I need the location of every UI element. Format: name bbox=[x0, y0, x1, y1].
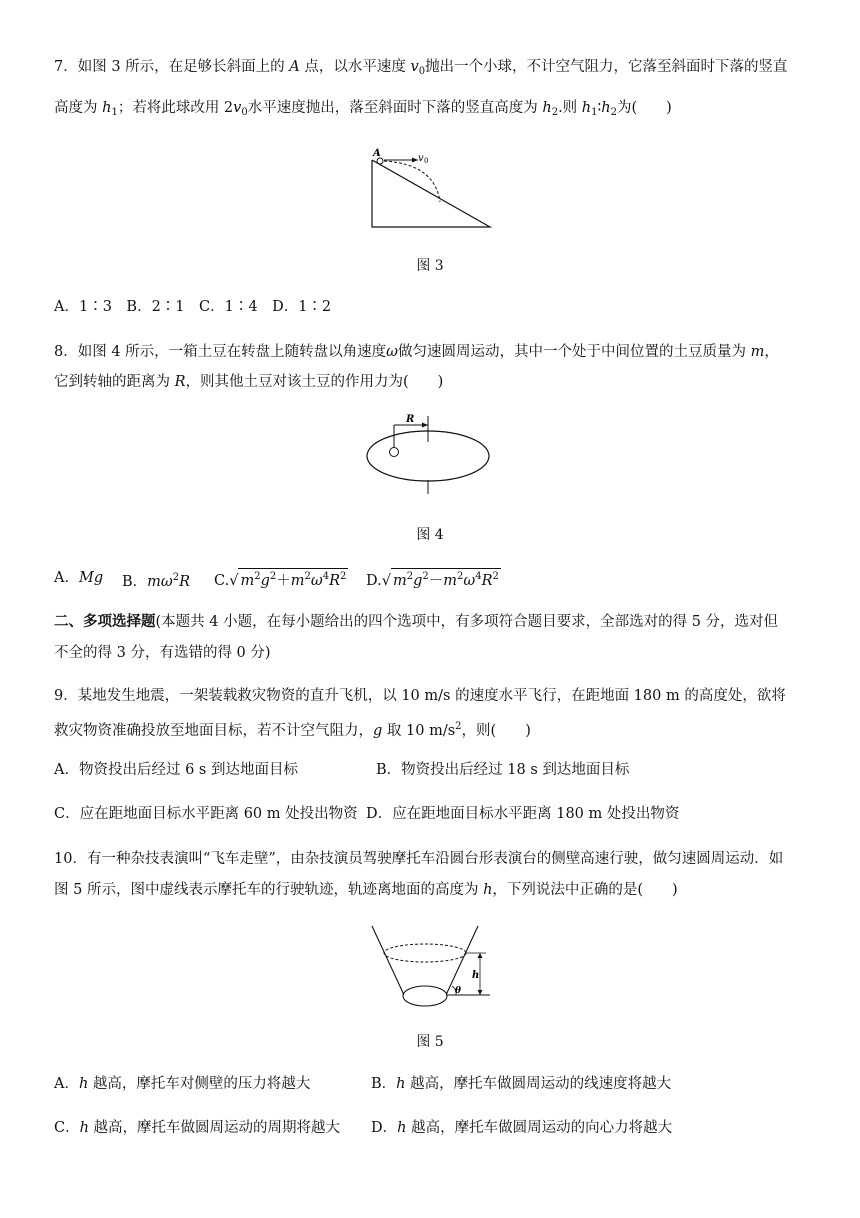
fig5-theta-label: θ bbox=[455, 986, 462, 996]
g: g bbox=[260, 573, 270, 589]
omega: ω bbox=[386, 344, 398, 360]
q7-text: 点，以水平速度 bbox=[299, 59, 411, 75]
option-text: 越高，摩托车对侧壁的压力将越大 bbox=[88, 1076, 311, 1092]
sqrt-sign: √ bbox=[229, 573, 239, 589]
q9-option-d: D．应在距地面目标水平距离 180 m 处投出物资 bbox=[366, 806, 680, 822]
q8-line1 bbox=[54, 342, 818, 362]
plus: ＋ bbox=[276, 573, 291, 589]
q8-text: ， bbox=[764, 344, 779, 360]
R: R bbox=[481, 573, 493, 589]
m: m bbox=[290, 573, 305, 589]
q8-option-c bbox=[214, 568, 348, 591]
figure-5-caption: 图 5 bbox=[416, 1034, 444, 1050]
q8-text: 8．如图 4 所示，一箱土豆在转盘上随转盘以角速度 bbox=[54, 344, 387, 360]
m: m bbox=[240, 573, 255, 589]
q9-text: ，则( ) bbox=[461, 723, 531, 739]
sqrt-sign: √ bbox=[381, 573, 391, 589]
figure-5-cone-stage bbox=[360, 920, 500, 1012]
v0: v bbox=[233, 100, 242, 116]
section-title: 二、多项选择题 bbox=[54, 613, 156, 630]
R: R bbox=[179, 574, 191, 590]
option-label: C． bbox=[54, 1120, 80, 1136]
exp: 2 bbox=[172, 572, 180, 583]
figure-4-turntable bbox=[360, 410, 500, 500]
q8-option-b bbox=[122, 568, 190, 592]
exp: 2 bbox=[422, 571, 429, 582]
option-label: B． bbox=[122, 574, 148, 590]
h1: h bbox=[102, 100, 112, 116]
q10-option-c bbox=[54, 1118, 340, 1138]
option-label: C. bbox=[214, 573, 230, 589]
exp: 4 bbox=[322, 571, 330, 582]
option-b-text: mω bbox=[147, 574, 173, 590]
h1: h bbox=[581, 100, 592, 116]
sub: 1 bbox=[591, 107, 598, 118]
q7-line1 bbox=[54, 57, 818, 82]
h: h bbox=[78, 1076, 89, 1092]
q10-option-a bbox=[54, 1074, 310, 1094]
g: g bbox=[413, 573, 423, 589]
h2: h bbox=[601, 100, 611, 116]
v0: v bbox=[410, 59, 419, 75]
option-a-text: Mg bbox=[78, 570, 104, 586]
R: R bbox=[329, 573, 340, 589]
option-label: A． bbox=[54, 570, 79, 586]
q8-text: 它到转轴的距离为 bbox=[54, 374, 175, 390]
R: R bbox=[174, 374, 186, 390]
point-a: A bbox=[289, 59, 300, 75]
exp: 2 bbox=[455, 721, 462, 732]
q10-line1: 10．有一种杂技表演叫“飞车走壁”，由杂技演员驾驶摩托车沿圆台形表演台的侧壁高速行驶，做匀速圆周运动．如 bbox=[54, 851, 784, 867]
q9-text: 取 10 m/s bbox=[382, 723, 456, 739]
q9-option-b: B．物资投出后经过 18 s 到达地面目标 bbox=[376, 762, 630, 778]
fig3-v-label: v bbox=[418, 153, 424, 164]
h2: h bbox=[542, 100, 552, 116]
section2-line2: 不全的得 3 分，有选错的得 0 分) bbox=[54, 645, 271, 661]
sqrt-expr-c bbox=[238, 568, 348, 589]
omega: ω bbox=[463, 573, 476, 589]
q10-text: ，下列说法中正确的是( ) bbox=[492, 882, 678, 898]
fig5-h-label: h bbox=[472, 970, 480, 981]
option-label: B． bbox=[371, 1076, 397, 1092]
option-text: 越高，摩托车做圆周运动的线速度将越大 bbox=[405, 1076, 672, 1092]
exp: 2 bbox=[304, 571, 311, 582]
option-text: 越高，摩托车做圆周运动的周期将越大 bbox=[88, 1120, 341, 1136]
q8-text: ，则其他土豆对该土豆的作用力为( ) bbox=[185, 374, 444, 390]
q9-text: 救灾物资准确投放至地面目标，若不计空气阻力， bbox=[54, 723, 373, 739]
omega: ω bbox=[310, 573, 323, 589]
q10-text: 图 5 所示，图中虚线表示摩托车的行驶轨迹，轨迹离地面的高度为 bbox=[54, 882, 484, 898]
sub: 1 bbox=[111, 107, 118, 118]
h: h bbox=[397, 1120, 407, 1136]
sub: 2 bbox=[551, 107, 559, 118]
option-label: D． bbox=[371, 1120, 398, 1136]
q7-text: 水平速度抛出，落至斜面时下落的竖直高度为 bbox=[247, 100, 543, 116]
q10-option-b bbox=[371, 1074, 671, 1094]
q7-text: 为( ) bbox=[617, 100, 672, 116]
sub: 2 bbox=[610, 107, 618, 118]
exp: 2 bbox=[492, 571, 499, 582]
v0-sub: 0 bbox=[418, 66, 426, 77]
section-desc: (本题共 4 小题，在每小题给出的四个选项中，有多项符合题目要求，全部选对的得 5 分，选对但 bbox=[155, 614, 779, 630]
option-label: D. bbox=[366, 573, 382, 589]
section2-line1 bbox=[54, 612, 818, 632]
q9-option-a: A．物资投出后经过 6 s 到达地面目标 bbox=[54, 762, 298, 778]
fig4-r-label: R bbox=[406, 414, 415, 425]
figure-3-incline bbox=[360, 144, 500, 234]
sqrt-expr-d bbox=[391, 568, 501, 589]
figure-4-caption: 图 4 bbox=[416, 527, 444, 543]
h: h bbox=[79, 1120, 89, 1136]
q7-text: 高度为 bbox=[54, 100, 103, 116]
fig3-v-sub: 0 bbox=[424, 157, 429, 165]
m: m bbox=[392, 573, 407, 589]
fig3-point-label: A bbox=[373, 148, 381, 159]
q10-line2 bbox=[54, 880, 818, 900]
exp: 2 bbox=[406, 571, 414, 582]
g: g bbox=[373, 723, 383, 739]
exp: 2 bbox=[339, 571, 347, 582]
option-text: 越高，摩托车做圆周运动的向心力将越大 bbox=[406, 1120, 673, 1136]
q9-option-c: C．应在距地面目标水平距离 60 m 处投出物资 bbox=[54, 806, 358, 822]
m: m bbox=[750, 344, 765, 360]
q7-options: A．1∶3 B．2∶1 C．1∶4 D．1∶2 bbox=[54, 299, 332, 315]
exp: 2 bbox=[269, 571, 277, 582]
h: h bbox=[483, 882, 493, 898]
q7-text: 抛出一个小球，不计空气阻力，它落至斜面时下落的竖直 bbox=[425, 59, 788, 75]
m: m bbox=[443, 573, 458, 589]
q7-text: 7．如图 3 所示，在足够长斜面上的 bbox=[54, 59, 290, 75]
q7-text: .则 bbox=[558, 100, 582, 116]
q8-option-d bbox=[366, 568, 501, 591]
q7-text: ；若将此球改用 2 bbox=[117, 100, 234, 116]
q9-line2 bbox=[54, 717, 818, 741]
q10-option-d bbox=[371, 1118, 672, 1138]
exp: 2 bbox=[457, 571, 464, 582]
option-label: A． bbox=[54, 1076, 79, 1092]
q7-line2 bbox=[54, 98, 818, 123]
q8-text: 做匀速圆周运动，其中一个处于中间位置的土豆质量为 bbox=[398, 344, 751, 360]
figure-3-caption: 图 3 bbox=[416, 258, 444, 274]
v0-sub: 0 bbox=[241, 107, 248, 118]
q8-line2 bbox=[54, 372, 818, 392]
q9-line1: 9．某地发生地震，一架装载救灾物资的直升飞机，以 10 m/s 的速度水平飞行，在距地面 180 m 的高度处，欲将 bbox=[54, 688, 786, 704]
q8-option-a bbox=[54, 568, 103, 588]
exp: 2 bbox=[254, 571, 261, 582]
minus: － bbox=[428, 573, 444, 589]
ratio: ∶ bbox=[597, 100, 602, 116]
h: h bbox=[396, 1076, 406, 1092]
exp: 4 bbox=[475, 571, 482, 582]
